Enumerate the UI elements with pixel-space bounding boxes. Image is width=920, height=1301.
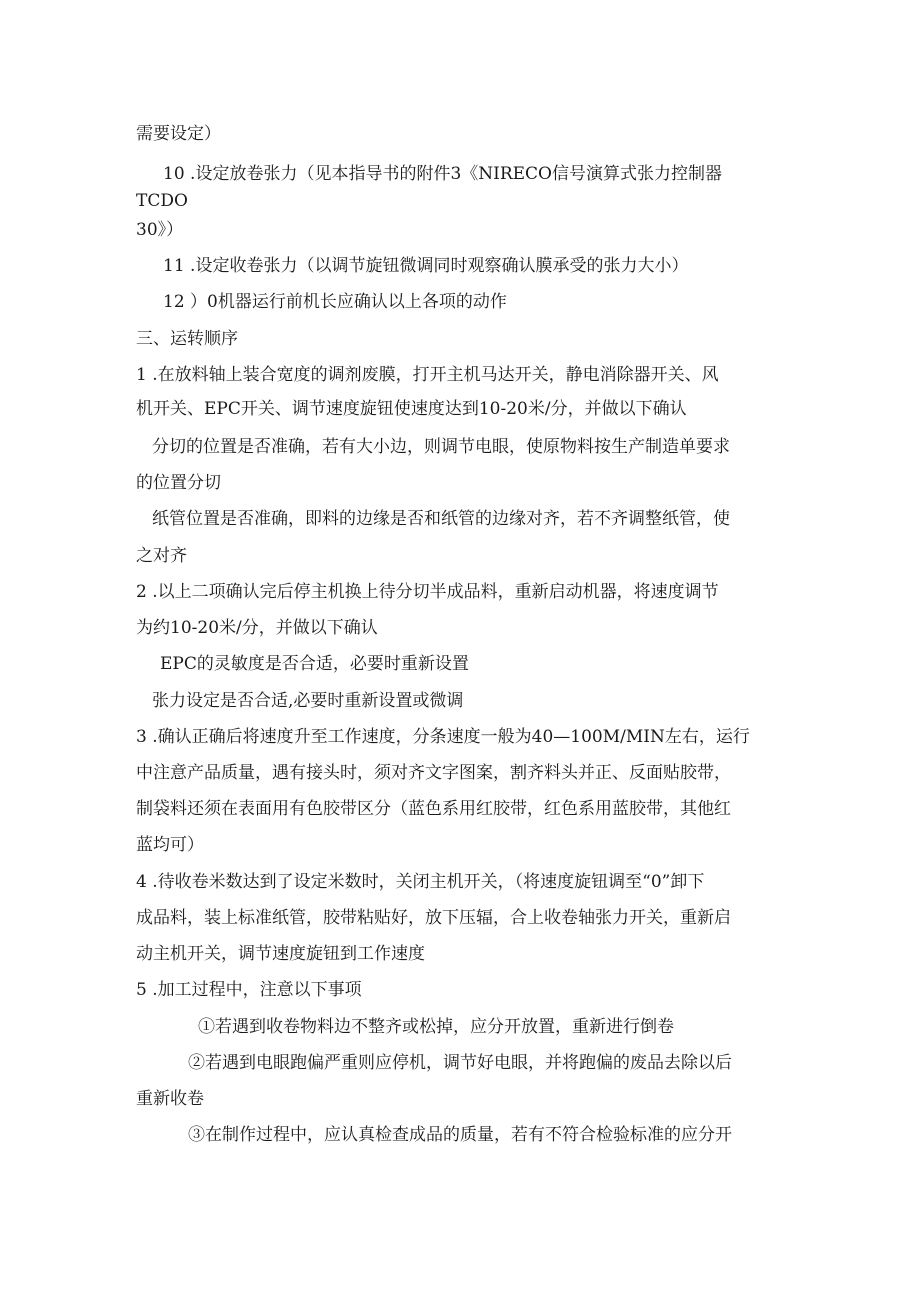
text-line: 11 .设定收卷张力（以调节旋钮微调同时观察确认膜承受的张力大小） bbox=[163, 256, 689, 276]
text-line: 2 .以上二项确认完后停主机换上待分切半成品料，重新启动机器，将速度调节 bbox=[136, 582, 719, 602]
section-heading: 三、运转顺序 bbox=[136, 329, 238, 349]
text-line: 1 .在放料轴上装合宽度的调剂废膜，打开主机马达开关，静电消除器开关、风 bbox=[136, 365, 719, 385]
text-line: 30》） bbox=[136, 220, 184, 240]
text-line: 5 .加工过程中，注意以下事项 bbox=[136, 980, 362, 1000]
list-item: ①若遇到收卷物料边不整齐或松掉，应分开放置，重新进行倒卷 bbox=[198, 1017, 674, 1037]
text-line: 分切的位置是否准确，若有大小边，则调节电眼，使原物料按生产制造单要求 bbox=[152, 437, 730, 457]
text-line: 机开关、EPC开关、调节速度旋钮使速度达到10-20米/分，并做以下确认 bbox=[136, 399, 687, 419]
text-line: TCDO bbox=[136, 191, 188, 211]
text-line: 为约10-20米/分，并做以下确认 bbox=[136, 618, 378, 638]
text-line: 蓝均可） bbox=[136, 835, 204, 855]
text-line: 成品料，装上标准纸管，胶带粘贴好，放下压辐，合上收卷轴张力开关，重新启 bbox=[136, 908, 731, 928]
text-line: 的位置分切 bbox=[136, 473, 221, 493]
text-line: 动主机开关，调节速度旋钮到工作速度 bbox=[136, 944, 425, 964]
list-item: ③在制作过程中，应认真检查成品的质量，若有不符合检验标准的应分开 bbox=[188, 1125, 732, 1145]
text-line: 3 .确认正确后将速度升至工作速度，分条速度一般为40—100M/MIN左右，运行 bbox=[136, 727, 750, 747]
text-line: 制袋料还须在表面用有色胶带区分（蓝色系用红胶带，红色系用蓝胶带，其他红 bbox=[136, 799, 731, 819]
list-item: ②若遇到电眼跑偏严重则应停机，调节好电眼，并将跑偏的废品去除以后 bbox=[188, 1053, 732, 1073]
text-line: 中注意产品质量，遇有接头时，须对齐文字图案，割齐料头并正、反面贴胶带， bbox=[136, 763, 731, 783]
text-line: 需要设定） bbox=[136, 124, 221, 144]
text-line: 之对齐 bbox=[136, 546, 187, 566]
text-line: 12 ）0机器运行前机长应确认以上各项的动作 bbox=[163, 292, 507, 312]
text-line: 4 .待收卷米数达到了设定米数时，关闭主机开关，（将速度旋钮调至“0”卸下 bbox=[136, 872, 705, 892]
text-line: EPC的灵敏度是否合适，必要时重新设置 bbox=[160, 654, 469, 674]
text-line: 纸管位置是否准确，即料的边缘是否和纸管的边缘对齐，若不齐调整纸管，使 bbox=[152, 509, 730, 529]
text-line: 张力设定是否合适,必要时重新设置或微调 bbox=[152, 691, 464, 711]
text-line: 10 .设定放卷张力（见本指导书的附件3《NIRECO信号演算式张力控制器 bbox=[163, 164, 722, 184]
text-line: 重新收卷 bbox=[136, 1089, 204, 1109]
